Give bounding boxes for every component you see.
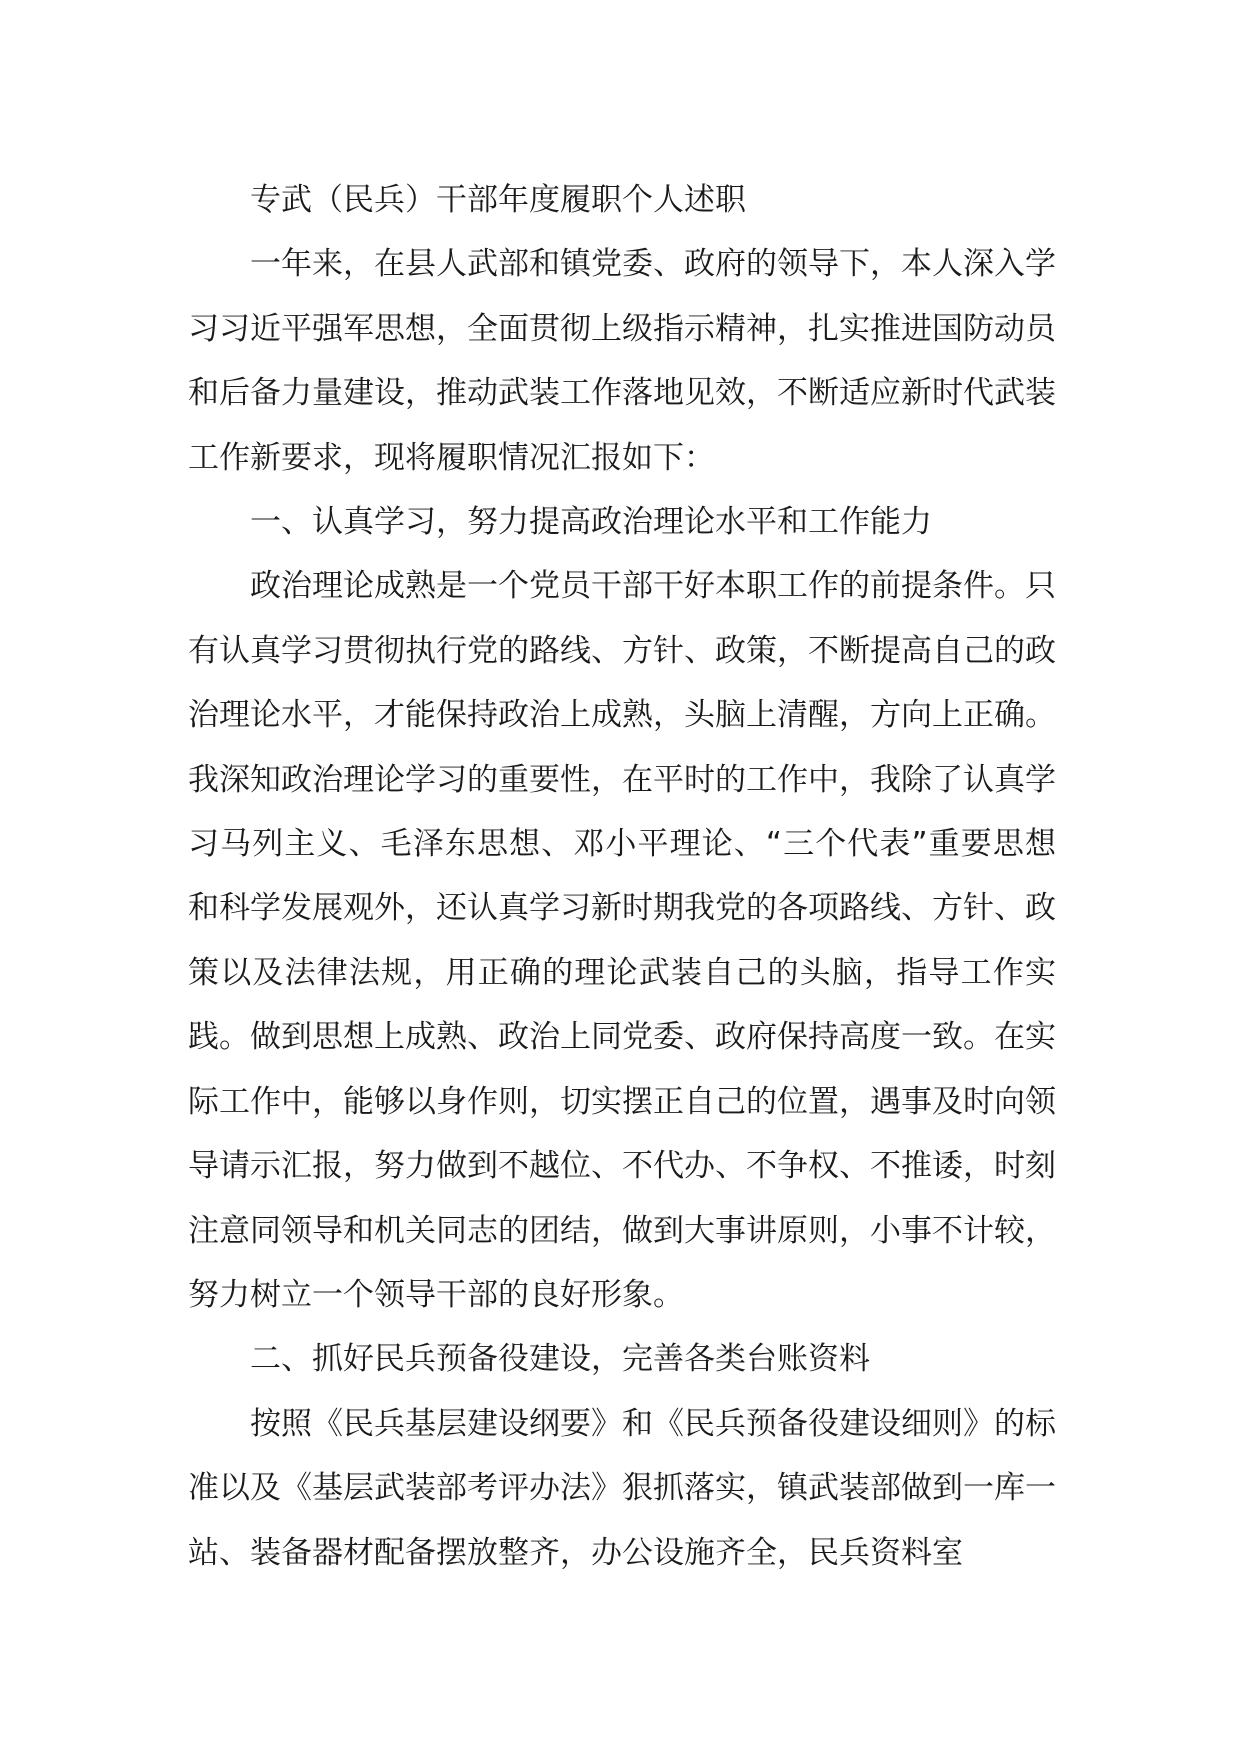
section-heading-2: 二、抓好民兵预备役建设，完善各类台账资料 — [250, 1341, 870, 1378]
section-heading-1: 一、认真学习，努力提高政治理论水平和工作能力 — [250, 504, 932, 541]
intro-paragraph: 一年来，在县人武部和镇党委、政府的领导下，本人深入学习习近平强军思想，全面贯彻上级指示精神，扎实推进国防动员和后备力量建设，推动武装工作落地见效，不断适应新时代武装工作新要求，现将履职情况汇报如下： — [188, 246, 1056, 476]
document-body — [188, 168, 1056, 1585]
section-2-paragraph: 按照《民兵基层建设纲要》和《民兵预备役建设细则》的标准以及《基层武装部考评办法》狠抓落实，镇武装部做到一库一站、装备器材配备摆放整齐，办公设施齐全，民兵资料室 — [188, 1405, 1056, 1571]
section-1-paragraph: 政治理论成熟是一个党员干部干好本职工作的前提条件。只有认真学习贯彻执行党的路线、方针、政策，不断提高自己的政治理论水平，才能保持政治上成熟，头脑上清醒，方向上正确。我深知政治理论学习的重要性，在平时的工作中，我除了认真学习马列主义、毛泽东思想、邓小平理论、“三个代表”重要思想和科学发展观外，还认真学习新时期我党的各项路线、方针、政策以及法律法规，用正确的理论武装自己的头脑，指导工作实践。做到思想上成熟、政治上同党委、政府保持高度一致。在实际工作中，能够以身作则，切实摆正自己的位置，遇事及时向领导请示汇报，努力做到不越位、不代办、不争权、不推诿，时刻注意同领导和机关同志的团结，做到大事讲原则，小事不计较，努力树立一个领导干部的良好形象。 — [188, 568, 1056, 1313]
document-title: 专武（民兵）干部年度履职个人述职 — [250, 182, 746, 218]
